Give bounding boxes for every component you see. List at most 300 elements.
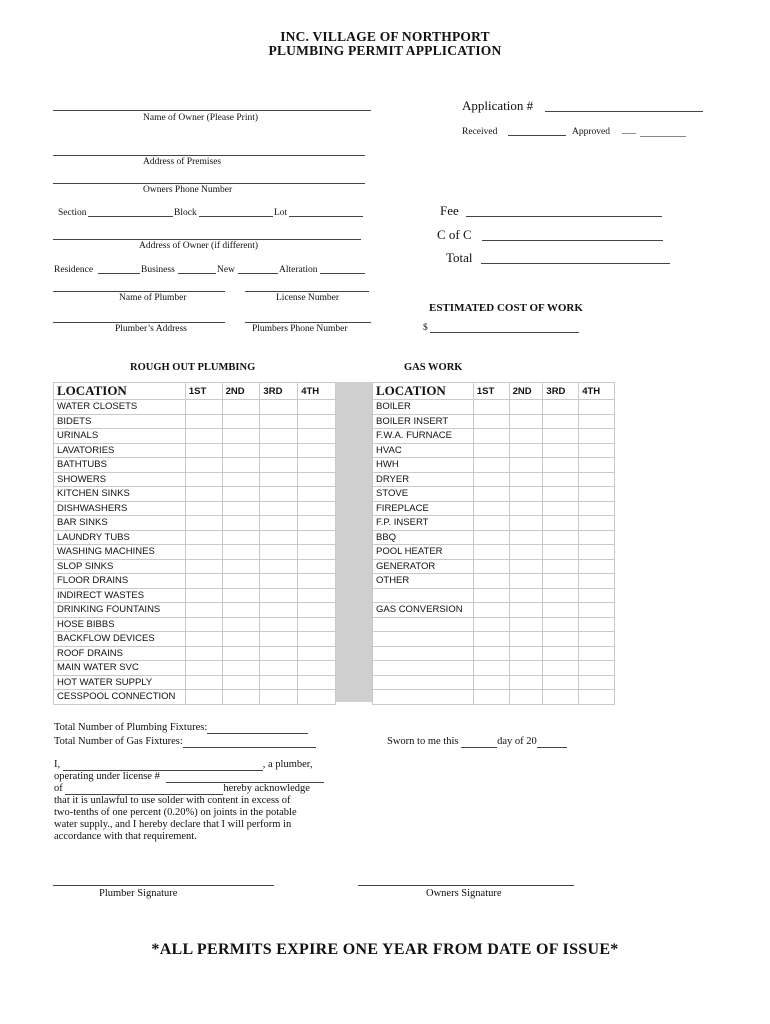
floor-count-cell[interactable] <box>543 400 579 415</box>
floor-count-cell[interactable] <box>222 690 260 705</box>
owner-name-label: Name of Owner (Please Print) <box>143 113 259 123</box>
floor-count-cell[interactable] <box>579 632 615 647</box>
floor-count-cell[interactable] <box>222 458 260 473</box>
location-cell: WATER CLOSETS <box>54 400 186 415</box>
floor-count-cell[interactable] <box>543 617 579 632</box>
floor-count-cell[interactable] <box>509 690 543 705</box>
decl-license-label: operating under license # <box>54 771 160 782</box>
floor-count-cell[interactable] <box>298 530 336 545</box>
total-gas-fixtures <box>54 736 316 748</box>
table-row <box>373 443 615 458</box>
floor-count-cell[interactable] <box>222 617 260 632</box>
table-row <box>373 501 615 516</box>
location-cell: F.W.A. FURNACE <box>373 429 474 444</box>
floor-count-cell[interactable] <box>509 472 543 487</box>
floor-count-cell[interactable] <box>298 429 336 444</box>
received-field[interactable] <box>508 135 566 136</box>
floor-count-cell[interactable] <box>543 414 579 429</box>
decl-a-plumber: , a plumber, <box>262 759 313 770</box>
rough-out-table <box>53 382 336 705</box>
location-cell: DRYER <box>373 472 474 487</box>
floor-count-cell[interactable] <box>579 545 615 560</box>
floor-count-cell[interactable] <box>260 414 298 429</box>
col-2nd: 2ND <box>222 383 260 400</box>
rough-out-title: ROUGH OUT PLUMBING <box>130 362 256 373</box>
floor-count-cell[interactable] <box>298 632 336 647</box>
sworn-prefix: Sworn to me this <box>387 736 459 747</box>
floor-count-cell[interactable] <box>579 661 615 676</box>
application-number-field[interactable] <box>545 111 703 112</box>
floor-count-cell[interactable] <box>185 443 222 458</box>
owner-address-label: Address of Owner (if different) <box>139 241 259 251</box>
owner-name-line[interactable] <box>53 110 371 111</box>
col-1st: 1ST <box>185 383 222 400</box>
floor-count-cell[interactable] <box>260 603 298 618</box>
floor-count-cell[interactable] <box>260 588 298 603</box>
location-cell: DRINKING FOUNTAINS <box>54 603 186 618</box>
floor-count-cell[interactable] <box>509 429 543 444</box>
floor-count-cell[interactable] <box>579 516 615 531</box>
business-label: Business <box>141 265 175 275</box>
floor-count-cell[interactable] <box>260 675 298 690</box>
location-cell <box>373 661 474 676</box>
total-gas-field[interactable] <box>183 737 316 748</box>
floor-count-cell[interactable] <box>260 545 298 560</box>
owner-address-line[interactable] <box>53 239 361 240</box>
floor-count-cell[interactable] <box>185 559 222 574</box>
plumber-name-line[interactable] <box>53 291 225 292</box>
location-cell: CESSPOOL CONNECTION <box>54 690 186 705</box>
floor-count-cell[interactable] <box>185 690 222 705</box>
table-row <box>54 443 336 458</box>
floor-count-cell[interactable] <box>509 617 543 632</box>
floor-count-cell[interactable] <box>473 690 509 705</box>
floor-count-cell[interactable] <box>543 501 579 516</box>
floor-count-cell[interactable] <box>509 516 543 531</box>
location-cell <box>373 690 474 705</box>
approved-field[interactable] <box>640 136 686 137</box>
alteration-field[interactable] <box>320 273 365 274</box>
floor-count-cell[interactable] <box>509 603 543 618</box>
floor-count-cell[interactable] <box>185 617 222 632</box>
owner-phone-label: Owners Phone Number <box>143 185 233 195</box>
floor-count-cell[interactable] <box>579 574 615 589</box>
dollar-sign: $ <box>423 323 428 333</box>
floor-count-cell[interactable] <box>222 429 260 444</box>
floor-count-cell[interactable] <box>222 632 260 647</box>
owner-phone-line[interactable] <box>53 183 365 184</box>
floor-count-cell[interactable] <box>185 574 222 589</box>
location-cell: GAS CONVERSION <box>373 603 474 618</box>
floor-count-cell[interactable] <box>473 603 509 618</box>
floor-count-cell[interactable] <box>543 530 579 545</box>
floor-count-cell[interactable] <box>543 472 579 487</box>
floor-count-cell[interactable] <box>298 400 336 415</box>
floor-count-cell[interactable] <box>222 487 260 502</box>
floor-count-cell[interactable] <box>260 501 298 516</box>
table-row <box>54 545 336 560</box>
floor-count-cell[interactable] <box>509 400 543 415</box>
floor-count-cell[interactable] <box>260 516 298 531</box>
floor-count-cell[interactable] <box>298 545 336 560</box>
floor-count-cell[interactable] <box>509 632 543 647</box>
floor-count-cell[interactable] <box>579 400 615 415</box>
floor-count-cell[interactable] <box>543 690 579 705</box>
floor-count-cell[interactable] <box>185 675 222 690</box>
fee-label: Fee <box>440 203 459 218</box>
application-number-label: Application # <box>462 98 534 113</box>
decl-license-field[interactable] <box>166 772 324 783</box>
floor-count-cell[interactable] <box>298 661 336 676</box>
floor-count-cell[interactable] <box>222 516 260 531</box>
floor-count-cell[interactable] <box>185 472 222 487</box>
floor-count-cell[interactable] <box>185 545 222 560</box>
floor-count-cell[interactable] <box>543 559 579 574</box>
floor-count-cell[interactable] <box>543 516 579 531</box>
floor-count-cell[interactable] <box>260 530 298 545</box>
floor-count-cell[interactable] <box>260 443 298 458</box>
floor-count-cell[interactable] <box>185 661 222 676</box>
table-row <box>54 429 336 444</box>
floor-count-cell[interactable] <box>298 458 336 473</box>
floor-count-cell[interactable] <box>543 574 579 589</box>
floor-count-cell[interactable] <box>473 661 509 676</box>
floor-count-cell[interactable] <box>579 617 615 632</box>
table-row <box>54 588 336 603</box>
table-row <box>373 472 615 487</box>
floor-count-cell[interactable] <box>543 675 579 690</box>
floor-count-cell[interactable] <box>543 429 579 444</box>
approved-mark: ___ <box>622 126 637 136</box>
table-row <box>54 487 336 502</box>
floor-count-cell[interactable] <box>260 400 298 415</box>
location-cell <box>373 646 474 661</box>
floor-count-cell[interactable] <box>579 487 615 502</box>
floor-count-cell[interactable] <box>579 414 615 429</box>
floor-count-cell[interactable] <box>185 487 222 502</box>
table-row <box>373 487 615 502</box>
floor-count-cell[interactable] <box>298 501 336 516</box>
floor-count-cell[interactable] <box>260 472 298 487</box>
floor-count-cell[interactable] <box>222 400 260 415</box>
floor-count-cell[interactable] <box>185 400 222 415</box>
floor-count-cell[interactable] <box>260 646 298 661</box>
table-row <box>373 400 615 415</box>
floor-count-cell[interactable] <box>473 400 509 415</box>
total-field[interactable] <box>481 263 670 264</box>
col-4th: 4TH <box>298 383 336 400</box>
table-row <box>54 632 336 647</box>
table-row <box>54 516 336 531</box>
premises-address-line[interactable] <box>53 155 365 156</box>
floor-count-cell[interactable] <box>298 414 336 429</box>
floor-count-cell[interactable] <box>185 501 222 516</box>
floor-count-cell[interactable] <box>579 559 615 574</box>
floor-count-cell[interactable] <box>579 530 615 545</box>
location-cell <box>373 588 474 603</box>
gas-work-title: GAS WORK <box>404 362 463 373</box>
decl-body-4: accordance with that requirement. <box>54 831 197 842</box>
floor-count-cell[interactable] <box>579 675 615 690</box>
floor-count-cell[interactable] <box>260 458 298 473</box>
floor-count-cell[interactable] <box>509 530 543 545</box>
floor-count-cell[interactable] <box>543 603 579 618</box>
table-row <box>373 661 615 676</box>
floor-count-cell[interactable] <box>543 588 579 603</box>
floor-count-cell[interactable] <box>185 458 222 473</box>
location-cell <box>373 617 474 632</box>
floor-count-cell[interactable] <box>473 487 509 502</box>
sworn-year-field[interactable] <box>537 737 567 748</box>
residence-label: Residence <box>54 265 94 275</box>
floor-count-cell[interactable] <box>473 559 509 574</box>
location-cell: BACKFLOW DEVICES <box>54 632 186 647</box>
floor-count-cell[interactable] <box>298 690 336 705</box>
floor-count-cell[interactable] <box>473 675 509 690</box>
floor-count-cell[interactable] <box>579 458 615 473</box>
floor-count-cell[interactable] <box>509 574 543 589</box>
floor-count-cell[interactable] <box>260 559 298 574</box>
location-cell: STOVE <box>373 487 474 502</box>
owner-signature-label: Owners Signature <box>426 888 502 899</box>
floor-count-cell[interactable] <box>473 414 509 429</box>
floor-count-cell[interactable] <box>509 545 543 560</box>
license-number-line[interactable] <box>245 291 369 292</box>
table-header-row <box>373 383 615 400</box>
plumber-phone-line[interactable] <box>245 322 371 323</box>
premises-address-label: Address of Premises <box>143 157 222 167</box>
business-field[interactable] <box>178 273 216 274</box>
col-3rd: 3RD <box>543 383 579 400</box>
owner-signature-line[interactable] <box>358 885 574 886</box>
sworn-mid: day of 20 <box>497 736 537 747</box>
floor-count-cell[interactable] <box>298 472 336 487</box>
table-row <box>54 661 336 676</box>
floor-count-cell[interactable] <box>509 414 543 429</box>
floor-count-cell[interactable] <box>260 574 298 589</box>
location-cell: HOT WATER SUPPLY <box>54 675 186 690</box>
location-cell: DISHWASHERS <box>54 501 186 516</box>
floor-count-cell[interactable] <box>543 487 579 502</box>
floor-count-cell[interactable] <box>185 530 222 545</box>
table-row <box>54 501 336 516</box>
col-4th: 4TH <box>579 383 615 400</box>
floor-count-cell[interactable] <box>473 632 509 647</box>
floor-count-cell[interactable] <box>579 603 615 618</box>
floor-count-cell[interactable] <box>473 646 509 661</box>
floor-count-cell[interactable] <box>260 661 298 676</box>
form-title: INC. VILLAGE OF NORTHPORT <box>280 29 490 44</box>
plumber-name-field[interactable] <box>63 760 263 771</box>
section-label: Section <box>58 208 87 218</box>
col-location: LOCATION <box>54 383 186 400</box>
location-cell: BBQ <box>373 530 474 545</box>
floor-count-cell[interactable] <box>185 588 222 603</box>
floor-count-cell[interactable] <box>579 443 615 458</box>
floor-count-cell[interactable] <box>473 443 509 458</box>
floor-count-cell[interactable] <box>185 516 222 531</box>
floor-count-cell[interactable] <box>509 443 543 458</box>
location-cell: GENERATOR <box>373 559 474 574</box>
decl-acknowledge: hereby acknowledge <box>223 783 310 794</box>
floor-count-cell[interactable] <box>222 588 260 603</box>
location-cell: URINALS <box>54 429 186 444</box>
table-row <box>373 414 615 429</box>
decl-of: of <box>54 783 63 794</box>
floor-count-cell[interactable] <box>222 574 260 589</box>
floor-count-cell[interactable] <box>509 559 543 574</box>
new-label: New <box>217 265 235 275</box>
floor-count-cell[interactable] <box>579 690 615 705</box>
floor-count-cell[interactable] <box>579 646 615 661</box>
floor-count-cell[interactable] <box>222 646 260 661</box>
floor-count-cell[interactable] <box>473 545 509 560</box>
floor-count-cell[interactable] <box>222 530 260 545</box>
floor-count-cell[interactable] <box>543 458 579 473</box>
floor-count-cell[interactable] <box>260 487 298 502</box>
floor-count-cell[interactable] <box>222 545 260 560</box>
floor-count-cell[interactable] <box>222 559 260 574</box>
location-cell <box>373 675 474 690</box>
floor-count-cell[interactable] <box>509 675 543 690</box>
floor-count-cell[interactable] <box>298 574 336 589</box>
floor-count-cell[interactable] <box>509 661 543 676</box>
location-cell: BATHTUBS <box>54 458 186 473</box>
floor-count-cell[interactable] <box>509 458 543 473</box>
floor-count-cell[interactable] <box>185 603 222 618</box>
residence-field[interactable] <box>98 273 140 274</box>
floor-count-cell[interactable] <box>260 690 298 705</box>
decl-body-2: two-tenths of one percent (0.20%) on joints in the potable <box>54 807 297 818</box>
block-field[interactable] <box>199 216 273 217</box>
floor-count-cell[interactable] <box>543 545 579 560</box>
floor-count-cell[interactable] <box>509 487 543 502</box>
floor-count-cell[interactable] <box>298 559 336 574</box>
col-1st: 1ST <box>473 383 509 400</box>
total-plumbing-label: Total Number of Plumbing Fixtures: <box>54 722 208 733</box>
estimated-cost-field[interactable] <box>430 332 579 333</box>
table-row <box>373 530 615 545</box>
floor-count-cell[interactable] <box>222 675 260 690</box>
lot-field[interactable] <box>289 216 363 217</box>
location-cell: LAVATORIES <box>54 443 186 458</box>
table-row <box>54 675 336 690</box>
floor-count-cell[interactable] <box>222 501 260 516</box>
floor-count-cell[interactable] <box>298 617 336 632</box>
floor-count-cell[interactable] <box>509 501 543 516</box>
floor-count-cell[interactable] <box>473 429 509 444</box>
floor-count-cell[interactable] <box>579 501 615 516</box>
table-row <box>373 588 615 603</box>
location-cell: LAUNDRY TUBS <box>54 530 186 545</box>
decl-i: I, <box>54 759 61 770</box>
floor-count-cell[interactable] <box>260 617 298 632</box>
floor-count-cell[interactable] <box>473 617 509 632</box>
location-cell: F.P. INSERT <box>373 516 474 531</box>
floor-count-cell[interactable] <box>185 429 222 444</box>
decl-body-3: water supply., and I hereby declare that I will perform in <box>54 819 292 830</box>
floor-count-cell[interactable] <box>579 472 615 487</box>
floor-count-cell[interactable] <box>222 443 260 458</box>
decl-company-field[interactable] <box>65 784 223 795</box>
plumber-signature-line[interactable] <box>53 885 274 886</box>
floor-count-cell[interactable] <box>260 632 298 647</box>
location-cell: POOL HEATER <box>373 545 474 560</box>
floor-count-cell[interactable] <box>579 588 615 603</box>
floor-count-cell[interactable] <box>260 429 298 444</box>
estimated-cost-heading: ESTIMATED COST OF WORK <box>429 302 583 314</box>
plumber-address-line[interactable] <box>53 322 225 323</box>
floor-count-cell[interactable] <box>473 501 509 516</box>
floor-count-cell[interactable] <box>473 458 509 473</box>
floor-count-cell[interactable] <box>473 530 509 545</box>
floor-count-cell[interactable] <box>543 661 579 676</box>
decl-line-2 <box>54 771 324 783</box>
total-gas-label: Total Number of Gas Fixtures: <box>54 736 183 747</box>
floor-count-cell[interactable] <box>222 661 260 676</box>
floor-count-cell[interactable] <box>473 516 509 531</box>
sworn-day-field[interactable] <box>461 737 497 748</box>
license-number-label: License Number <box>276 293 340 303</box>
table-row <box>54 400 336 415</box>
sworn-line <box>387 736 567 748</box>
location-cell: MAIN WATER SVC <box>54 661 186 676</box>
floor-count-cell[interactable] <box>473 472 509 487</box>
floor-count-cell[interactable] <box>222 472 260 487</box>
section-field[interactable] <box>88 216 173 217</box>
total-plumbing-field[interactable] <box>207 723 308 734</box>
table-row <box>373 458 615 473</box>
floor-count-cell[interactable] <box>222 414 260 429</box>
floor-count-cell[interactable] <box>298 603 336 618</box>
floor-count-cell[interactable] <box>543 646 579 661</box>
floor-count-cell[interactable] <box>543 443 579 458</box>
floor-count-cell[interactable] <box>543 632 579 647</box>
expiry-notice: *ALL PERMITS EXPIRE ONE YEAR FROM DATE OF ISSUE* <box>151 941 619 958</box>
floor-count-cell[interactable] <box>579 429 615 444</box>
location-cell: SLOP SINKS <box>54 559 186 574</box>
floor-count-cell[interactable] <box>509 588 543 603</box>
floor-count-cell[interactable] <box>298 516 336 531</box>
floor-count-cell[interactable] <box>185 414 222 429</box>
floor-count-cell[interactable] <box>298 675 336 690</box>
floor-count-cell[interactable] <box>298 443 336 458</box>
new-field[interactable] <box>238 273 278 274</box>
table-row <box>373 603 615 618</box>
cofc-label: C of C <box>437 227 472 242</box>
location-cell: BOILER <box>373 400 474 415</box>
cofc-field[interactable] <box>482 240 663 241</box>
fee-field[interactable] <box>466 216 662 217</box>
floor-count-cell[interactable] <box>298 646 336 661</box>
location-cell: BIDETS <box>54 414 186 429</box>
floor-count-cell[interactable] <box>473 588 509 603</box>
floor-count-cell[interactable] <box>185 646 222 661</box>
location-cell: SHOWERS <box>54 472 186 487</box>
floor-count-cell[interactable] <box>222 603 260 618</box>
floor-count-cell[interactable] <box>298 487 336 502</box>
floor-count-cell[interactable] <box>185 632 222 647</box>
floor-count-cell[interactable] <box>509 646 543 661</box>
location-cell: OTHER <box>373 574 474 589</box>
floor-count-cell[interactable] <box>473 574 509 589</box>
location-cell: HWH <box>373 458 474 473</box>
floor-count-cell[interactable] <box>298 588 336 603</box>
table-row <box>373 545 615 560</box>
location-cell: KITCHEN SINKS <box>54 487 186 502</box>
plumber-address-label: Plumber’s Address <box>115 324 187 334</box>
location-cell: ROOF DRAINS <box>54 646 186 661</box>
